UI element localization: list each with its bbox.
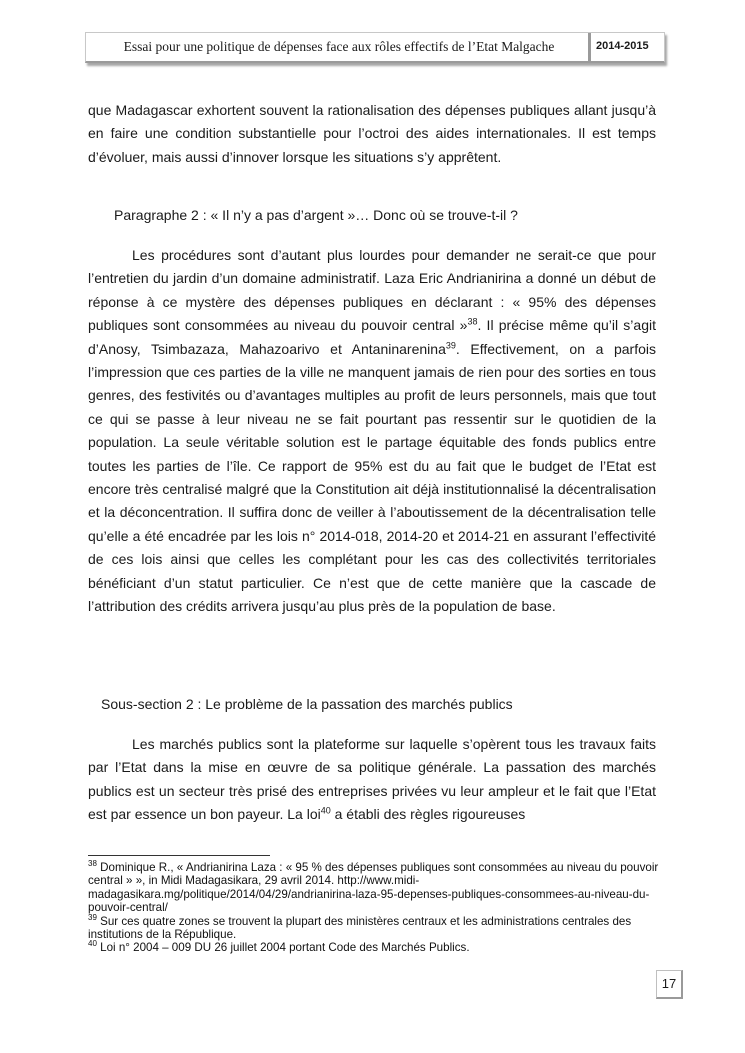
footnote-separator (88, 855, 270, 856)
footnote-40 (88, 941, 660, 954)
footnote-number: 40 (88, 939, 97, 949)
footnote-39 (88, 912, 660, 942)
footnotes (88, 861, 660, 955)
marches-paragraph-block (88, 733, 656, 827)
paragraph-2-heading: Paragraphe 2 : « Il n’y a pas d’argent »… Donc où se trouve-t-il ? (114, 207, 518, 223)
running-header (85, 32, 665, 63)
sous-section-2-heading: Sous-section 2 : Le problème de la passation des marchés publics (101, 696, 513, 712)
footnote-text: Sur ces quatre zones se trouvent la plupart des ministères centraux et les administrations centrales des institutions de la République. (88, 914, 632, 942)
footnote-number: 38 (88, 859, 97, 869)
header-year: 2014-2015 (596, 40, 649, 52)
footnote-text: Dominique R., « Andrianirina Laza : « 95 % des dépenses publiques sont consommées au niveau du pouvoir central » », in Midi Madagasikara, 29 avril 2014. http://www.midi-madagasikara.mg/politique/2014/04/29/andrianirina-laza-95-depenses-publiques-consommees-au-niveau-du-pouvoir-central/ (88, 861, 659, 915)
header-title: Essai pour une politique de dépenses face aux rôles effectifs de l’Etat Malgache (123, 39, 555, 54)
procedures-paragraph-block (88, 244, 656, 619)
procedures-paragraph (88, 244, 656, 619)
footnote-ref-40: 40 (320, 805, 331, 816)
procedures-text-2: . Il précise même qu’il s’agit d’Anosy, Tsimbazaza, Mahazoarivo et Antaninarenina (88, 317, 656, 357)
page-number: 17 (656, 970, 683, 999)
footnote-38 (88, 861, 660, 915)
intro-paragraph-block (88, 99, 656, 169)
header-divider (588, 33, 591, 61)
procedures-text-3: . Effectivement, on a parfois l’impression que ces parties de la ville ne manquent jamais de rien pour des sorties en tous genres, des festivités ou d’avantages multiples au profit de leurs personnels, mais que tout ce qui se passe à leur niveau ne se fait pourtant pas ressentir sur le quotidien de la population. La seule véritable solution est le partage équitable des fonds publics entre toutes les parties de l’île. Ce rapport de 95% est du au fait que le budget de l’Etat est encore très centralisé malgré que la Constitution ait déjà institutionnalisé la décentralisation et la déconcentration. Il suffira donc de veiller à l’aboutissement de la décentralisation telle qu’elle a été encadrée par les lois n° 2014-018, 2014-20 et 2014-21 en assurant l’effectivité de ces lois ainsi que celles les complétant pour les cas des collectivités territoriales bénéficiant d’un statut particulier. Ce n’est que de cette manière que la cascade de l’attribution des crédits arrivera jusqu’au plus près de la population de base. (88, 340, 656, 615)
marches-paragraph (88, 733, 656, 827)
footnote-number: 39 (88, 912, 97, 922)
footnote-text: Loi n° 2004 – 009 DU 26 juillet 2004 portant Code des Marchés Publics. (96, 941, 470, 955)
marches-text-1: Les marchés publics sont la plateforme sur laquelle s’opèrent tous les travaux faits par l’Etat dans la mise en œuvre de sa politique générale. La passation des marchés publics est un secteur très prisé des entreprises privées vu leur ampleur et le fait que l’Etat est par essence un bon payeur. La loi (88, 736, 656, 823)
footnote-ref-39: 39 (445, 339, 456, 350)
marches-text-2: a établi des règles rigoureuses (330, 806, 526, 823)
intro-paragraph: que Madagascar exhortent souvent la rationalisation des dépenses publiques allant jusqu’à en faire une condition substantielle pour l’octroi des aides internationales. Il est temps d’évoluer, mais aussi d’innover lorsque les situations s’y apprêtent. (88, 102, 656, 165)
procedures-text-1: Les procédures sont d’autant plus lourdes pour demander ne serait-ce que pour l’entretien du jardin d’un domaine administratif. Laza Eric Andrianirina a donné un début de réponse à ce mystère des dépenses publiques en déclarant : « 95% des dépenses publiques sont consommées au niveau du pouvoir central » (88, 247, 656, 334)
footnote-ref-38: 38 (467, 316, 478, 327)
